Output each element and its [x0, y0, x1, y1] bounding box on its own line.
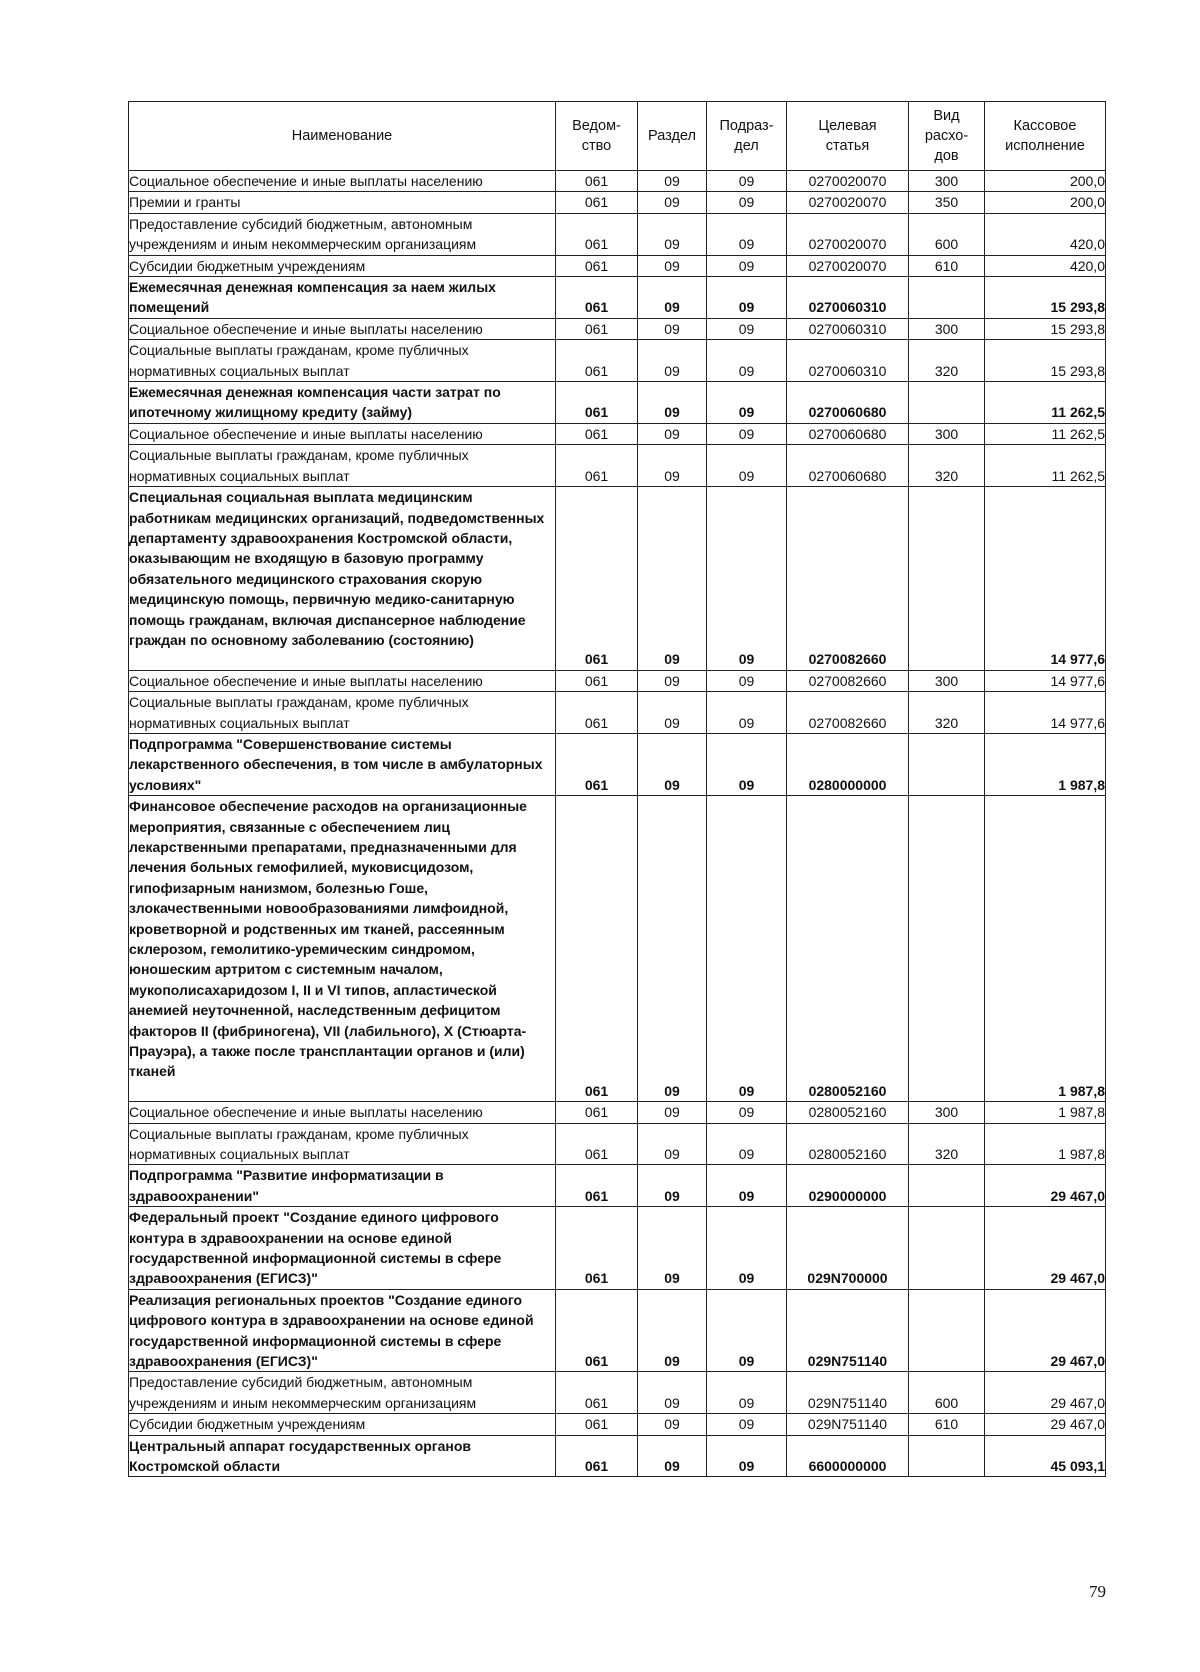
header-subsection: Подраз- дел [707, 102, 787, 171]
cell-name: Социальные выплаты гражданам, кроме публичных нормативных социальных выплат [129, 340, 556, 382]
cell-target-article: 0270082660 [787, 487, 909, 671]
cell-cash-execution: 1 987,8 [985, 1123, 1106, 1165]
cell-subsection: 09 [707, 692, 787, 734]
cell-name: Социальное обеспечение и иные выплаты населению [129, 670, 556, 691]
cell-department: 061 [556, 1289, 638, 1372]
cell-name: Социальное обеспечение и иные выплаты населению [129, 423, 556, 444]
cell-name: Социальные выплаты гражданам, кроме публичных нормативных социальных выплат [129, 445, 556, 487]
cell-department: 061 [556, 277, 638, 319]
cell-subsection: 09 [707, 318, 787, 339]
cell-expense-type [909, 733, 985, 795]
cell-cash-execution: 29 467,0 [985, 1414, 1106, 1435]
cell-expense-type [909, 277, 985, 319]
cell-department: 061 [556, 445, 638, 487]
cell-section: 09 [638, 1414, 707, 1435]
cell-section: 09 [638, 445, 707, 487]
cell-cash-execution: 29 467,0 [985, 1207, 1106, 1290]
cell-section: 09 [638, 1207, 707, 1290]
cell-cash-execution: 29 467,0 [985, 1289, 1106, 1372]
table-row [129, 382, 1106, 424]
cell-target-article: 0270020070 [787, 255, 909, 276]
cell-expense-type: 600 [909, 213, 985, 255]
cell-subsection: 09 [707, 1435, 787, 1477]
cell-section: 09 [638, 487, 707, 671]
cell-target-article: 0270060680 [787, 445, 909, 487]
cell-expense-type: 320 [909, 445, 985, 487]
cell-name: Социальные выплаты гражданам, кроме публичных нормативных социальных выплат [129, 692, 556, 734]
cell-department: 061 [556, 423, 638, 444]
cell-target-article: 6600000000 [787, 1435, 909, 1477]
cell-target-article: 0270060310 [787, 318, 909, 339]
cell-cash-execution: 11 262,5 [985, 445, 1106, 487]
cell-target-article: 0280052160 [787, 1123, 909, 1165]
cell-department: 061 [556, 318, 638, 339]
cell-section: 09 [638, 318, 707, 339]
cell-expense-type: 300 [909, 171, 985, 192]
cell-name: Подпрограмма "Развитие информатизации в здравоохранении" [129, 1165, 556, 1207]
cell-subsection: 09 [707, 277, 787, 319]
cell-subsection: 09 [707, 1372, 787, 1414]
table-row [129, 192, 1106, 213]
table-row [129, 213, 1106, 255]
table-header-row [129, 102, 1106, 171]
table-row [129, 1435, 1106, 1477]
cell-target-article: 029N751140 [787, 1414, 909, 1435]
cell-expense-type: 300 [909, 318, 985, 339]
cell-section: 09 [638, 670, 707, 691]
page-number: 79 [1089, 1582, 1106, 1601]
cell-expense-type [909, 1207, 985, 1290]
cell-name: Социальные выплаты гражданам, кроме публичных нормативных социальных выплат [129, 1123, 556, 1165]
cell-department: 061 [556, 1435, 638, 1477]
table-row [129, 340, 1106, 382]
cell-section: 09 [638, 796, 707, 1102]
cell-section: 09 [638, 1123, 707, 1165]
cell-section: 09 [638, 277, 707, 319]
cell-section: 09 [638, 1165, 707, 1207]
cell-cash-execution: 200,0 [985, 192, 1106, 213]
cell-subsection: 09 [707, 1207, 787, 1290]
cell-cash-execution: 15 293,8 [985, 277, 1106, 319]
cell-cash-execution: 11 262,5 [985, 382, 1106, 424]
cell-subsection: 09 [707, 423, 787, 444]
cell-department: 061 [556, 340, 638, 382]
cell-target-article: 0270060680 [787, 423, 909, 444]
table-row [129, 692, 1106, 734]
cell-cash-execution: 14 977,6 [985, 487, 1106, 671]
cell-section: 09 [638, 1372, 707, 1414]
cell-department: 061 [556, 670, 638, 691]
cell-target-article: 0270020070 [787, 213, 909, 255]
cell-department: 061 [556, 1123, 638, 1165]
cell-subsection: 09 [707, 1289, 787, 1372]
cell-department: 061 [556, 1102, 638, 1123]
cell-name: Социальное обеспечение и иные выплаты населению [129, 1102, 556, 1123]
cell-section: 09 [638, 192, 707, 213]
cell-target-article: 0270060310 [787, 277, 909, 319]
cell-section: 09 [638, 1102, 707, 1123]
cell-cash-execution: 1 987,8 [985, 733, 1106, 795]
cell-expense-type: 320 [909, 340, 985, 382]
header-section: Раздел [638, 102, 707, 171]
cell-expense-type: 600 [909, 1372, 985, 1414]
table-row [129, 1289, 1106, 1372]
header-department: Ведом- ство [556, 102, 638, 171]
cell-subsection: 09 [707, 445, 787, 487]
cell-section: 09 [638, 340, 707, 382]
table-row [129, 1372, 1106, 1414]
cell-cash-execution: 15 293,8 [985, 318, 1106, 339]
cell-expense-type: 320 [909, 1123, 985, 1165]
cell-target-article: 0270082660 [787, 670, 909, 691]
cell-expense-type: 350 [909, 192, 985, 213]
cell-department: 061 [556, 192, 638, 213]
cell-expense-type: 320 [909, 692, 985, 734]
cell-target-article: 0270020070 [787, 192, 909, 213]
cell-target-article: 0280000000 [787, 733, 909, 795]
cell-section: 09 [638, 423, 707, 444]
cell-cash-execution: 1 987,8 [985, 796, 1106, 1102]
cell-name: Предоставление субсидий бюджетным, автономным учреждениям и иным некоммерческим организациям [129, 1372, 556, 1414]
table-body [129, 171, 1106, 1477]
cell-subsection: 09 [707, 171, 787, 192]
cell-target-article: 029N700000 [787, 1207, 909, 1290]
cell-cash-execution: 1 987,8 [985, 1102, 1106, 1123]
cell-subsection: 09 [707, 733, 787, 795]
table-row [129, 445, 1106, 487]
cell-expense-type [909, 1435, 985, 1477]
header-target-article: Целевая статья [787, 102, 909, 171]
cell-cash-execution: 15 293,8 [985, 340, 1106, 382]
cell-expense-type: 300 [909, 1102, 985, 1123]
cell-department: 061 [556, 1372, 638, 1414]
cell-subsection: 09 [707, 1165, 787, 1207]
cell-department: 061 [556, 733, 638, 795]
table-row [129, 1123, 1106, 1165]
cell-cash-execution: 420,0 [985, 255, 1106, 276]
cell-expense-type [909, 796, 985, 1102]
table-row [129, 423, 1106, 444]
table-row [129, 1414, 1106, 1435]
cell-target-article: 0280052160 [787, 796, 909, 1102]
cell-name: Предоставление субсидий бюджетным, автономным учреждениям и иным некоммерческим организациям [129, 213, 556, 255]
cell-subsection: 09 [707, 1123, 787, 1165]
cell-name: Субсидии бюджетным учреждениям [129, 255, 556, 276]
table-row [129, 318, 1106, 339]
cell-expense-type [909, 1165, 985, 1207]
cell-cash-execution: 420,0 [985, 213, 1106, 255]
cell-target-article: 0270020070 [787, 171, 909, 192]
cell-department: 061 [556, 487, 638, 671]
table-row [129, 487, 1106, 671]
cell-section: 09 [638, 255, 707, 276]
header-cash-execution: Кассовое исполнение [985, 102, 1106, 171]
cell-target-article: 029N751140 [787, 1289, 909, 1372]
table-row [129, 171, 1106, 192]
cell-department: 061 [556, 382, 638, 424]
cell-section: 09 [638, 1435, 707, 1477]
cell-subsection: 09 [707, 1414, 787, 1435]
cell-name: Ежемесячная денежная компенсация за наем жилых помещений [129, 277, 556, 319]
table-row [129, 1102, 1106, 1123]
cell-department: 061 [556, 255, 638, 276]
cell-name: Финансовое обеспечение расходов на организационные мероприятия, связанные с обеспечением лиц лекарственными препаратами, предназначенными для лечения больных гемофилией, муковисцидозом, гипофизарным нанизмом, болезнью Гоше, злокачественными новообразованиями лимфоидной, кроветворной и родственных им тканей, рассеянным склерозом, гемолитико-уремическим синдромом, юношеским артритом с системным началом, мукополисахаридозом I, II и VI типов, апластической анемией неуточненной, наследственным дефицитом факторов II (фибриногена), VII (лабильного), X (Стюарта-Прауэра), а также после трансплантации органов и (или) тканей [129, 796, 556, 1102]
cell-target-article: 029N751140 [787, 1372, 909, 1414]
cell-section: 09 [638, 1289, 707, 1372]
cell-name: Подпрограмма "Совершенствование системы лекарственного обеспечения, в том числе в амбулаторных условиях" [129, 733, 556, 795]
cell-subsection: 09 [707, 487, 787, 671]
cell-department: 061 [556, 171, 638, 192]
cell-expense-type [909, 487, 985, 671]
table-row [129, 255, 1106, 276]
cell-section: 09 [638, 382, 707, 424]
cell-name: Специальная социальная выплата медицинским работникам медицинских организаций, подведомственных департаменту здравоохранения Костромской области, оказывающим не входящую в базовую программу обязательного медицинского страхования скорую медицинскую помощь, первичную медико-санитарную помощь гражданам, включая диспансерное наблюдение граждан по основному заболеванию (состоянию) [129, 487, 556, 671]
budget-table [128, 101, 1106, 1477]
table-row [129, 733, 1106, 795]
cell-subsection: 09 [707, 213, 787, 255]
cell-expense-type [909, 382, 985, 424]
cell-department: 061 [556, 796, 638, 1102]
cell-department: 061 [556, 692, 638, 734]
cell-section: 09 [638, 692, 707, 734]
cell-cash-execution: 200,0 [985, 171, 1106, 192]
cell-cash-execution: 11 262,5 [985, 423, 1106, 444]
cell-cash-execution: 14 977,6 [985, 670, 1106, 691]
cell-target-article: 0280052160 [787, 1102, 909, 1123]
cell-target-article: 0290000000 [787, 1165, 909, 1207]
cell-name: Центральный аппарат государственных органов Костромской области [129, 1435, 556, 1477]
cell-subsection: 09 [707, 382, 787, 424]
cell-subsection: 09 [707, 255, 787, 276]
cell-target-article: 0270060680 [787, 382, 909, 424]
cell-expense-type: 300 [909, 670, 985, 691]
cell-section: 09 [638, 733, 707, 795]
cell-subsection: 09 [707, 192, 787, 213]
cell-name: Премии и гранты [129, 192, 556, 213]
cell-name: Субсидии бюджетным учреждениям [129, 1414, 556, 1435]
cell-subsection: 09 [707, 670, 787, 691]
cell-target-article: 0270082660 [787, 692, 909, 734]
cell-name: Реализация региональных проектов "Создание единого цифрового контура в здравоохранении на основе единой государственной информационной системы в сфере здравоохранения (ЕГИСЗ)" [129, 1289, 556, 1372]
cell-cash-execution: 45 093,1 [985, 1435, 1106, 1477]
header-name: Наименование [129, 102, 556, 171]
table-row [129, 796, 1106, 1102]
cell-target-article: 0270060310 [787, 340, 909, 382]
cell-expense-type: 300 [909, 423, 985, 444]
header-expense-type: Вид расхо- дов [909, 102, 985, 171]
cell-subsection: 09 [707, 340, 787, 382]
cell-department: 061 [556, 213, 638, 255]
table-row [129, 277, 1106, 319]
cell-name: Социальное обеспечение и иные выплаты населению [129, 171, 556, 192]
table-row [129, 1165, 1106, 1207]
cell-cash-execution: 29 467,0 [985, 1372, 1106, 1414]
cell-subsection: 09 [707, 796, 787, 1102]
cell-section: 09 [638, 213, 707, 255]
cell-department: 061 [556, 1207, 638, 1290]
cell-expense-type: 610 [909, 255, 985, 276]
cell-cash-execution: 29 467,0 [985, 1165, 1106, 1207]
cell-cash-execution: 14 977,6 [985, 692, 1106, 734]
cell-section: 09 [638, 171, 707, 192]
cell-name: Федеральный проект "Создание единого цифрового контура в здравоохранении на основе единой государственной информационной системы в сфере здравоохранения (ЕГИСЗ)" [129, 1207, 556, 1290]
cell-name: Социальное обеспечение и иные выплаты населению [129, 318, 556, 339]
cell-expense-type: 610 [909, 1414, 985, 1435]
cell-expense-type [909, 1289, 985, 1372]
cell-subsection: 09 [707, 1102, 787, 1123]
cell-department: 061 [556, 1165, 638, 1207]
table-row [129, 670, 1106, 691]
table-row [129, 1207, 1106, 1290]
cell-name: Ежемесячная денежная компенсация части затрат по ипотечному жилищному кредиту (займу) [129, 382, 556, 424]
cell-department: 061 [556, 1414, 638, 1435]
